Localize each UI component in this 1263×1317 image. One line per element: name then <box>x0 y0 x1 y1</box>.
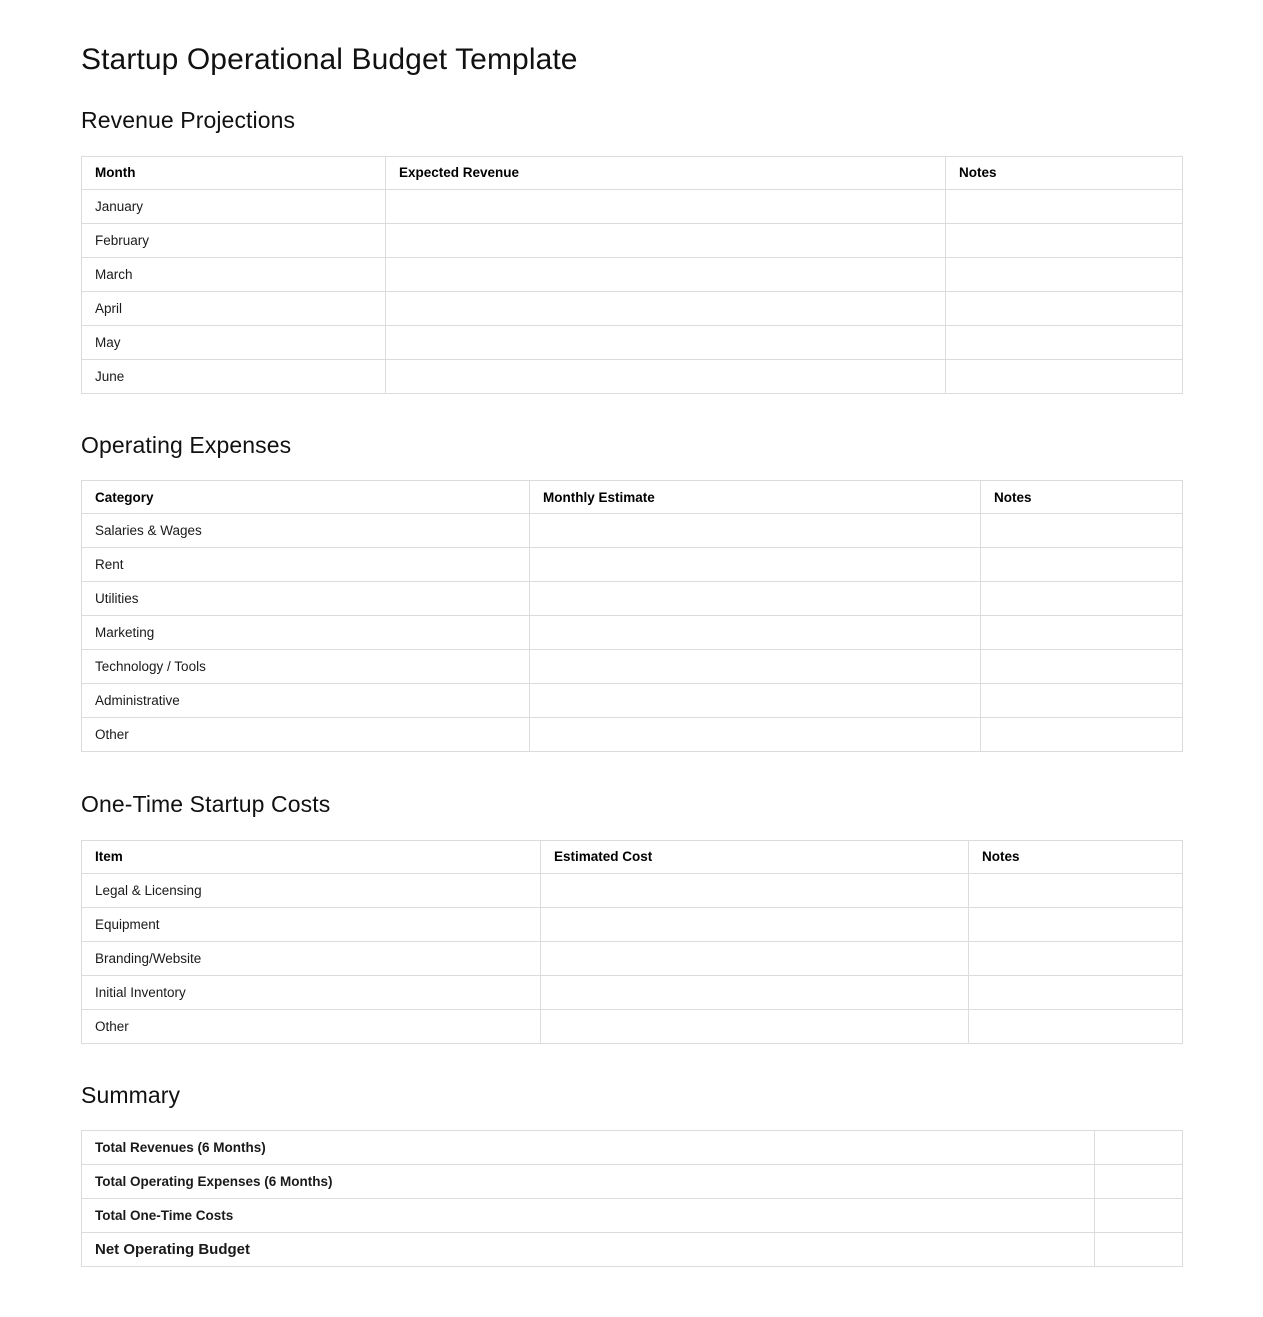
cell-notes[interactable] <box>946 189 1183 223</box>
row-label-salaries-wages: Salaries & Wages <box>82 514 530 548</box>
cell-estimated-cost[interactable] <box>541 941 969 975</box>
cell-monthly-estimate[interactable] <box>530 548 981 582</box>
column-header-notes: Notes <box>969 840 1183 873</box>
row-label-technology-tools: Technology / Tools <box>82 650 530 684</box>
column-header-notes: Notes <box>981 481 1183 514</box>
table-row <box>82 514 1183 548</box>
section-heading-operating-expenses: Operating Expenses <box>81 431 292 458</box>
section-heading-summary: Summary <box>81 1081 181 1108</box>
table-row <box>82 189 1183 223</box>
table-row <box>82 548 1183 582</box>
cell-notes[interactable] <box>946 291 1183 325</box>
one-time-startup-costs-table <box>81 840 1183 1044</box>
table-row <box>82 1199 1183 1233</box>
row-label-february: February <box>82 223 386 257</box>
cell-monthly-estimate[interactable] <box>530 616 981 650</box>
row-label-other: Other <box>82 718 530 752</box>
table-row <box>82 291 1183 325</box>
column-header-notes: Notes <box>946 156 1183 189</box>
cell-notes[interactable] <box>969 941 1183 975</box>
cell-notes[interactable] <box>981 650 1183 684</box>
column-header-expected-revenue: Expected Revenue <box>386 156 946 189</box>
revenue-projections-table <box>81 156 1183 394</box>
table-row <box>82 257 1183 291</box>
table-header-row <box>82 156 1183 189</box>
section-heading-revenue-projections: Revenue Projections <box>81 107 296 133</box>
table-header-row <box>82 840 1183 873</box>
table-row <box>82 975 1183 1009</box>
cell-notes[interactable] <box>981 684 1183 718</box>
cell-estimated-cost[interactable] <box>541 907 969 941</box>
row-label-administrative: Administrative <box>82 684 530 718</box>
row-label-initial-inventory: Initial Inventory <box>82 975 541 1009</box>
table-row <box>82 1009 1183 1043</box>
table-row <box>82 650 1183 684</box>
table-row <box>82 873 1183 907</box>
cell-expected-revenue[interactable] <box>386 325 946 359</box>
cell-monthly-estimate[interactable] <box>530 650 981 684</box>
row-label-january: January <box>82 189 386 223</box>
cell-notes[interactable] <box>981 718 1183 752</box>
cell-monthly-estimate[interactable] <box>530 514 981 548</box>
cell-notes[interactable] <box>969 873 1183 907</box>
cell-estimated-cost[interactable] <box>541 975 969 1009</box>
cell-expected-revenue[interactable] <box>386 223 946 257</box>
row-label-marketing: Marketing <box>82 616 530 650</box>
summary-label-net-operating-budget: Net Operating Budget <box>82 1233 1095 1267</box>
table-row <box>82 616 1183 650</box>
cell-notes[interactable] <box>981 548 1183 582</box>
cell-notes[interactable] <box>969 1009 1183 1043</box>
row-label-branding-website: Branding/Website <box>82 941 541 975</box>
cell-expected-revenue[interactable] <box>386 257 946 291</box>
cell-notes[interactable] <box>946 257 1183 291</box>
section-heading-one-time-startup-costs: One-Time Startup Costs <box>81 791 331 818</box>
cell-expected-revenue[interactable] <box>386 359 946 393</box>
operating-expenses-table <box>81 480 1183 752</box>
cell-notes[interactable] <box>946 359 1183 393</box>
summary-table <box>81 1130 1183 1267</box>
table-row <box>82 1233 1183 1267</box>
table-row <box>82 718 1183 752</box>
table-row <box>82 1165 1183 1199</box>
cell-notes[interactable] <box>946 325 1183 359</box>
summary-value-total-operating-expenses[interactable] <box>1095 1165 1183 1199</box>
cell-notes[interactable] <box>981 582 1183 616</box>
row-label-other: Other <box>82 1009 541 1043</box>
cell-notes[interactable] <box>969 907 1183 941</box>
cell-notes[interactable] <box>946 223 1183 257</box>
table-row <box>82 1131 1183 1165</box>
cell-notes[interactable] <box>981 616 1183 650</box>
table-row <box>82 359 1183 393</box>
column-header-estimated-cost: Estimated Cost <box>541 840 969 873</box>
row-label-june: June <box>82 359 386 393</box>
summary-label-total-revenues: Total Revenues (6 Months) <box>82 1131 1095 1165</box>
table-row <box>82 582 1183 616</box>
column-header-monthly-estimate: Monthly Estimate <box>530 481 981 514</box>
table-row <box>82 941 1183 975</box>
table-row <box>82 684 1183 718</box>
column-header-category: Category <box>82 481 530 514</box>
row-label-march: March <box>82 257 386 291</box>
table-row <box>82 223 1183 257</box>
summary-value-total-one-time-costs[interactable] <box>1095 1199 1183 1233</box>
table-row <box>82 325 1183 359</box>
cell-estimated-cost[interactable] <box>541 1009 969 1043</box>
cell-monthly-estimate[interactable] <box>530 718 981 752</box>
cell-estimated-cost[interactable] <box>541 873 969 907</box>
row-label-equipment: Equipment <box>82 907 541 941</box>
row-label-utilities: Utilities <box>82 582 530 616</box>
column-header-item: Item <box>82 840 541 873</box>
table-row <box>82 907 1183 941</box>
row-label-may: May <box>82 325 386 359</box>
cell-expected-revenue[interactable] <box>386 189 946 223</box>
cell-monthly-estimate[interactable] <box>530 684 981 718</box>
summary-value-net-operating-budget[interactable] <box>1095 1233 1183 1267</box>
column-header-month: Month <box>82 156 386 189</box>
summary-label-total-operating-expenses: Total Operating Expenses (6 Months) <box>82 1165 1095 1199</box>
table-header-row <box>82 481 1183 514</box>
summary-label-total-one-time-costs: Total One-Time Costs <box>82 1199 1095 1233</box>
row-label-rent: Rent <box>82 548 530 582</box>
cell-notes[interactable] <box>981 514 1183 548</box>
page-title: Startup Operational Budget Template <box>81 43 578 76</box>
row-label-legal-licensing: Legal & Licensing <box>82 873 541 907</box>
summary-value-total-revenues[interactable] <box>1095 1131 1183 1165</box>
cell-monthly-estimate[interactable] <box>530 582 981 616</box>
cell-expected-revenue[interactable] <box>386 291 946 325</box>
cell-notes[interactable] <box>969 975 1183 1009</box>
row-label-april: April <box>82 291 386 325</box>
